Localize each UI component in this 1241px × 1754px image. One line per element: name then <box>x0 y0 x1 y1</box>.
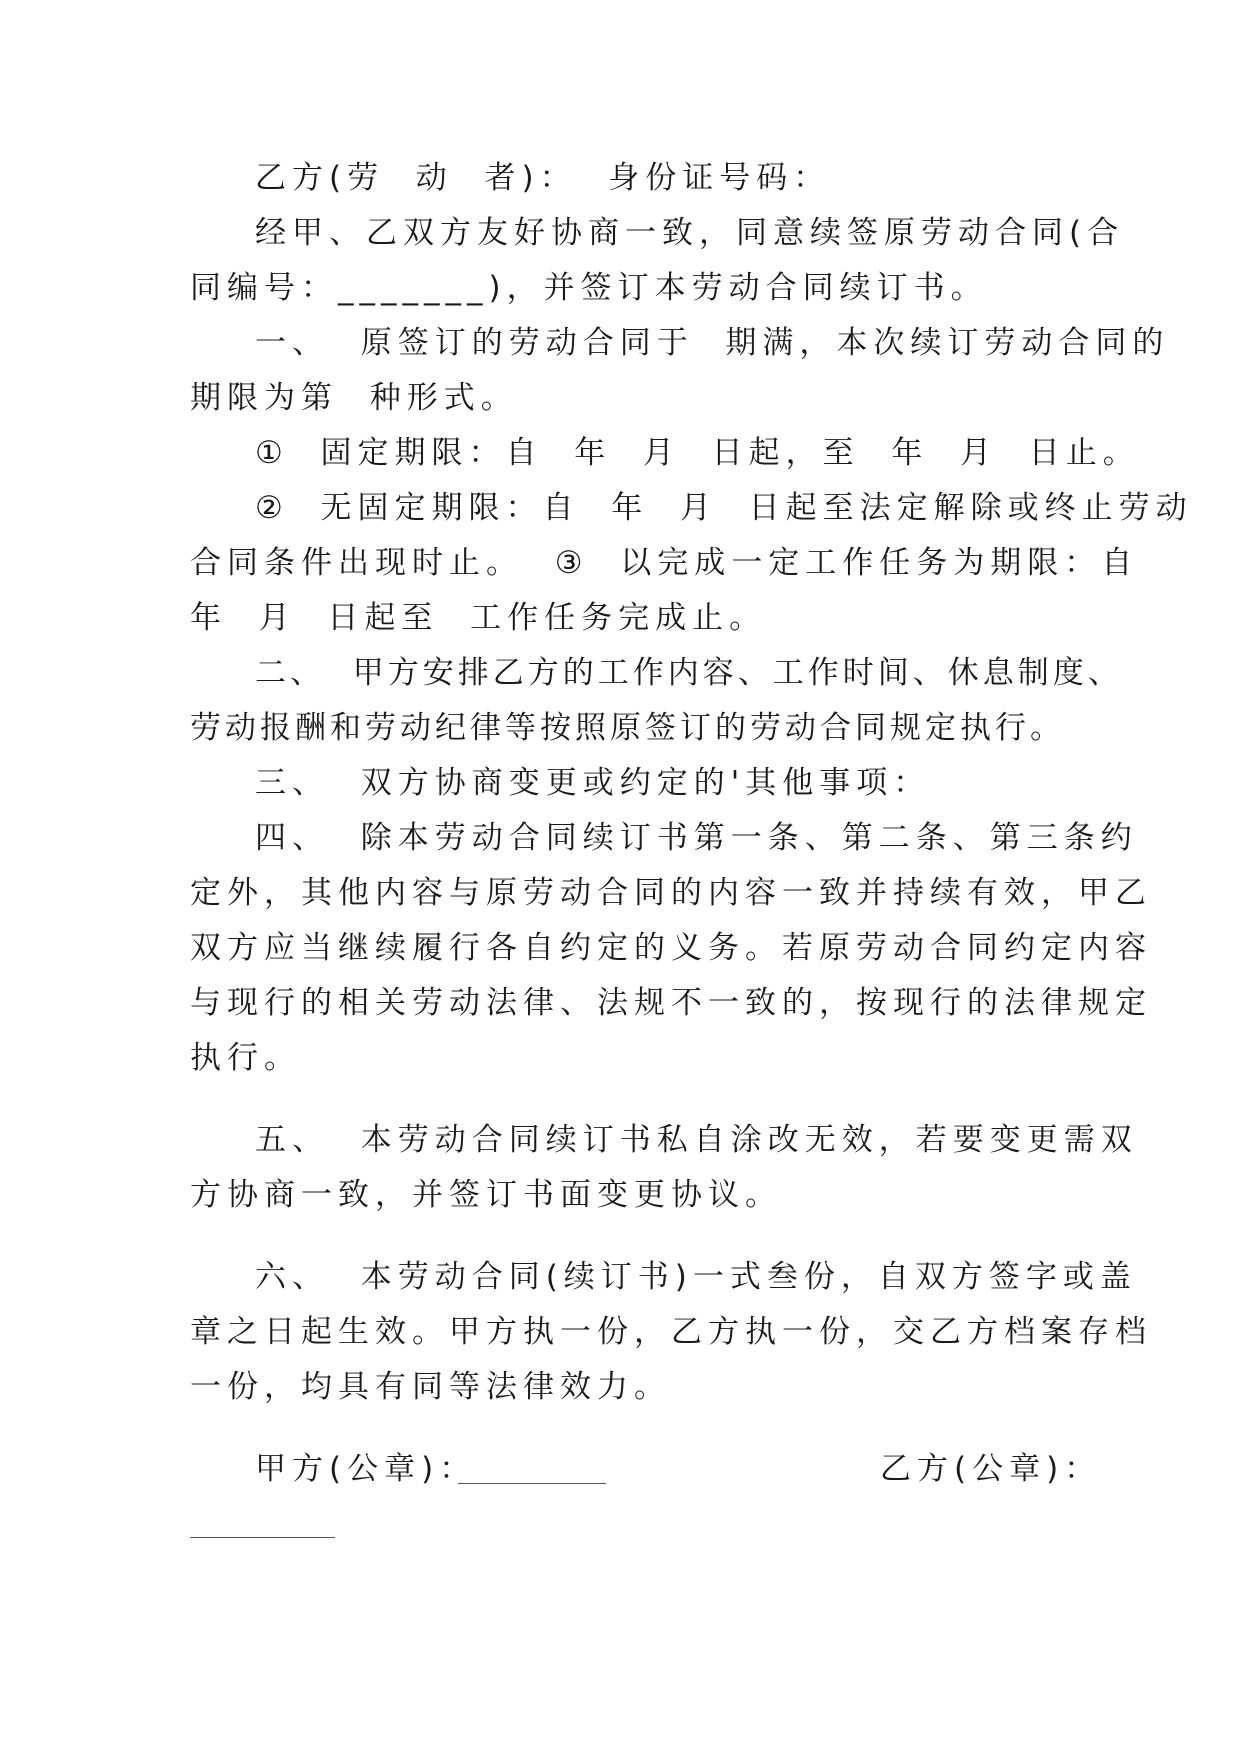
clause-4-line-2: 定外，其他内容与原劳动合同的内容一致并持续有效，甲乙 <box>190 875 1152 911</box>
option-3-line: 年 月 日起至 工作任务完成止。 <box>190 600 767 636</box>
clause-4-line-5: 执行。 <box>190 1040 301 1076</box>
option-1-line: ① 固定期限：自 年 月 日起，至 年 月 日止。 <box>255 435 1140 471</box>
clause-3-line: 三、 双方协商变更或约定的'其他事项： <box>255 765 931 801</box>
option-2-line-2: 合同条件出现时止。 ③ 以完成一定工作任务为期限：自 <box>190 545 1139 581</box>
clause-2-line-1: 二、 甲方安排乙方的工作内容、工作时间、休息制度、 <box>255 655 1123 691</box>
clause-6-line-3: 一份，均具有同等法律效力。 <box>190 1369 671 1405</box>
party-b-seal-label: 乙方(公章)： <box>880 1451 1102 1487</box>
clause-5-line-2: 方协商一致，并签订书面变更协议。 <box>190 1177 782 1213</box>
clause-2-line-2: 劳动报酬和劳动纪律等按照原签订的劳动合同规定执行。 <box>190 710 1065 746</box>
party-b-seal-blank <box>190 1537 335 1538</box>
clause-4-line-4: 与现行的相关劳动法律、法规不一致的，按现行的法律规定 <box>190 985 1152 1021</box>
clause-4-line-3: 双方应当继续履行各自约定的义务。若原劳动合同约定内容 <box>190 930 1152 966</box>
clause-1-line-1: 一、 原签订的劳动合同于 期满，本次续订劳动合同的 <box>255 325 1170 361</box>
clause-4-line-1: 四、 除本劳动合同续订书第一条、第二条、第三条约 <box>255 820 1138 856</box>
clause-5-line-1: 五、 本劳动合同续订书私自涂改无效，若要变更需双 <box>255 1122 1138 1158</box>
party-a-seal-label: 甲方(公章)： <box>255 1451 477 1487</box>
party-a-seal-blank <box>458 1483 606 1484</box>
intro-paragraph-line-1: 经甲、乙双方友好协商一致，同意续签原劳动合同(合 <box>255 215 1125 251</box>
intro-paragraph-line-2: 同编号：_______)，并签订本劳动合同续订书。 <box>190 270 988 306</box>
party-b-id-line: 乙方(劳 动 者)： 身份证号码： <box>255 160 831 196</box>
clause-6-line-1: 六、 本劳动合同(续订书)一式叁份，自双方签字或盖 <box>255 1259 1137 1295</box>
option-2-line-1: ② 无固定期限：自 年 月 日起至法定解除或终止劳动 <box>255 490 1193 526</box>
clause-6-line-2: 章之日起生效。甲方执一份，乙方执一份，交乙方档案存档 <box>190 1314 1152 1350</box>
clause-1-line-2: 期限为第 种形式。 <box>190 380 518 416</box>
